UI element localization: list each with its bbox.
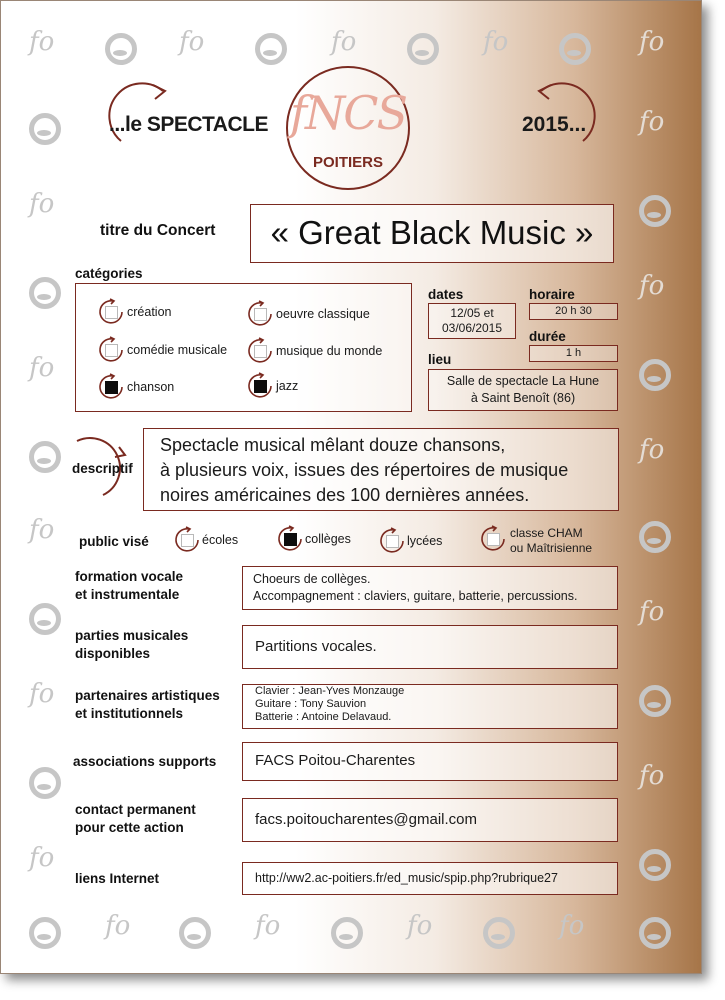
lieu-value-1: Salle de spectacle La Hune [446, 374, 600, 388]
watermark-bubble-icon [639, 685, 671, 717]
contact-field [242, 798, 618, 842]
public-label: lycées [407, 534, 443, 548]
watermark-bubble-icon [483, 917, 515, 949]
public-3-checkbox[interactable] [487, 533, 500, 546]
dates-label: dates [428, 287, 464, 302]
watermark-bubble-icon [29, 441, 61, 473]
watermark-bubble-icon [559, 33, 591, 65]
watermark-bubble-icon [639, 359, 671, 391]
category-1-checkbox[interactable] [254, 308, 267, 321]
duree-label: durée [529, 329, 566, 344]
watermark-fo-icon: fo [639, 107, 665, 137]
formation-value-1: Choeurs de collèges. [253, 572, 371, 586]
partenaires-value-3: Batterie : Antoine Delavaud. [255, 711, 392, 723]
public-label: classe CHAM [510, 526, 583, 540]
formation-value-2: Accompagnement : claviers, guitare, batterie, percussions. [253, 589, 578, 603]
title-value: « Great Black Music » [270, 214, 594, 251]
partenaires-label-1: partenaires artistiques [75, 688, 220, 703]
fncs-logo [286, 66, 410, 190]
watermark-bubble-icon [29, 917, 61, 949]
public-label: collèges [305, 532, 351, 546]
categories-label: catégories [75, 266, 143, 281]
watermark-bubble-icon [105, 33, 137, 65]
watermark-fo-icon: fo [559, 911, 585, 941]
formation-label-1: formation vocale [75, 569, 184, 584]
liens-label: liens Internet [75, 871, 160, 886]
watermark-bubble-icon [29, 113, 61, 145]
public-1-checkbox[interactable] [284, 533, 297, 546]
category-label: jazz [276, 379, 299, 393]
descriptif-field [143, 428, 619, 511]
contact-label-2: pour cette action [75, 820, 184, 835]
public-label: ou Maîtrisienne [510, 541, 593, 555]
dates-value-2: 03/06/2015 [441, 321, 503, 335]
partenaires-label-2: et institutionnels [75, 706, 183, 721]
category-label: musique du monde [276, 344, 383, 358]
watermark-fo-icon: fo [639, 271, 665, 301]
public-label: public visé [79, 534, 149, 549]
watermark-bubble-icon [29, 277, 61, 309]
title-field [250, 204, 614, 263]
partenaires-value-1: Clavier : Jean-Yves Monzauge [255, 685, 405, 697]
dates-field [428, 303, 516, 339]
lieu-label: lieu [428, 352, 452, 367]
parties-value: Partitions vocales. [255, 638, 377, 655]
watermark-fo-icon: fo [29, 189, 55, 219]
horaire-label: horaire [529, 287, 575, 302]
descriptif-line-1: Spectacle musical mêlant douze chansons, [160, 435, 506, 455]
watermark-fo-icon: fo [331, 27, 357, 57]
right-badge-text: 2015... [522, 113, 587, 136]
watermark-fo-icon: fo [639, 597, 665, 627]
liens-value: http://ww2.ac-poitiers.fr/ed_music/spip.php?rubrique27 [255, 871, 558, 885]
formation-field [242, 566, 618, 610]
partenaires-value-2: Guitare : Tony Sauvion [255, 698, 367, 710]
descriptif-label: descriptif [72, 461, 133, 476]
watermark-bubble-icon [639, 195, 671, 227]
descriptif-line-2: à plusieurs voix, issues des répertoires de musique [160, 460, 569, 480]
partenaires-field [242, 684, 618, 729]
lieu-value-2: à Saint Benoît (86) [470, 391, 576, 405]
watermark-bubble-icon [407, 33, 439, 65]
contact-label-1: contact permanent [75, 802, 196, 817]
watermark-fo-icon: fo [255, 911, 281, 941]
watermark-bubble-icon [255, 33, 287, 65]
watermark-fo-icon: fo [105, 911, 131, 941]
duree-value: 1 h [565, 347, 582, 359]
formation-label-2: et instrumentale [75, 587, 180, 602]
horaire-field [529, 303, 618, 320]
category-label: création [127, 305, 172, 319]
watermark-bubble-icon [639, 917, 671, 949]
watermark-bubble-icon [639, 849, 671, 881]
public-2-checkbox[interactable] [386, 535, 399, 548]
contact-value: facs.poitoucharentes@gmail.com [255, 811, 477, 828]
watermark-fo-icon: fo [639, 27, 665, 57]
category-3-checkbox[interactable] [254, 345, 267, 358]
watermark-fo-icon: fo [639, 761, 665, 791]
category-label: comédie musicale [127, 343, 228, 357]
watermark-fo-icon: fo [29, 27, 55, 57]
category-label: oeuvre classique [276, 307, 370, 321]
parties-label-2: disponibles [75, 646, 151, 661]
watermark-fo-icon: fo [483, 27, 509, 57]
associations-value: FACS Poitou-Charentes [255, 752, 416, 769]
dates-value-1: 12/05 et [450, 306, 494, 320]
horaire-value: 20 h 30 [555, 305, 592, 317]
parties-field [242, 625, 618, 669]
watermark-bubble-icon [29, 767, 61, 799]
liens-field [242, 862, 618, 895]
watermark-fo-icon: fo [29, 353, 55, 383]
watermark-fo-icon: fo [29, 679, 55, 709]
parties-label-1: parties musicales [75, 628, 189, 643]
left-badge-text: ...le SPECTACLE [109, 113, 268, 136]
watermark-bubble-icon [179, 917, 211, 949]
logo-letters: fNCS [290, 86, 406, 140]
watermark-bubble-icon [639, 521, 671, 553]
descriptif-line-3: noires américaines des 100 dernières années. [160, 485, 530, 505]
associations-field [242, 742, 618, 781]
category-4-checkbox[interactable] [105, 381, 118, 394]
category-label: chanson [127, 380, 175, 394]
watermark-bubble-icon [331, 917, 363, 949]
associations-label: associations supports [73, 754, 217, 769]
category-0-checkbox[interactable] [105, 306, 118, 319]
watermark-fo-icon: fo [29, 515, 55, 545]
duree-field [529, 345, 618, 362]
public-0-checkbox[interactable] [181, 534, 194, 547]
watermark-fo-icon: fo [407, 911, 433, 941]
logo-city: POITIERS [312, 154, 383, 171]
public-label: écoles [202, 533, 239, 547]
watermark-fo-icon: fo [639, 435, 665, 465]
watermark-bubble-icon [29, 603, 61, 635]
title-label: titre du Concert [100, 222, 216, 239]
watermark-fo-icon: fo [29, 843, 55, 873]
watermark-fo-icon: fo [179, 27, 205, 57]
category-2-checkbox[interactable] [105, 344, 118, 357]
lieu-field [428, 369, 618, 411]
category-5-checkbox[interactable] [254, 380, 267, 393]
